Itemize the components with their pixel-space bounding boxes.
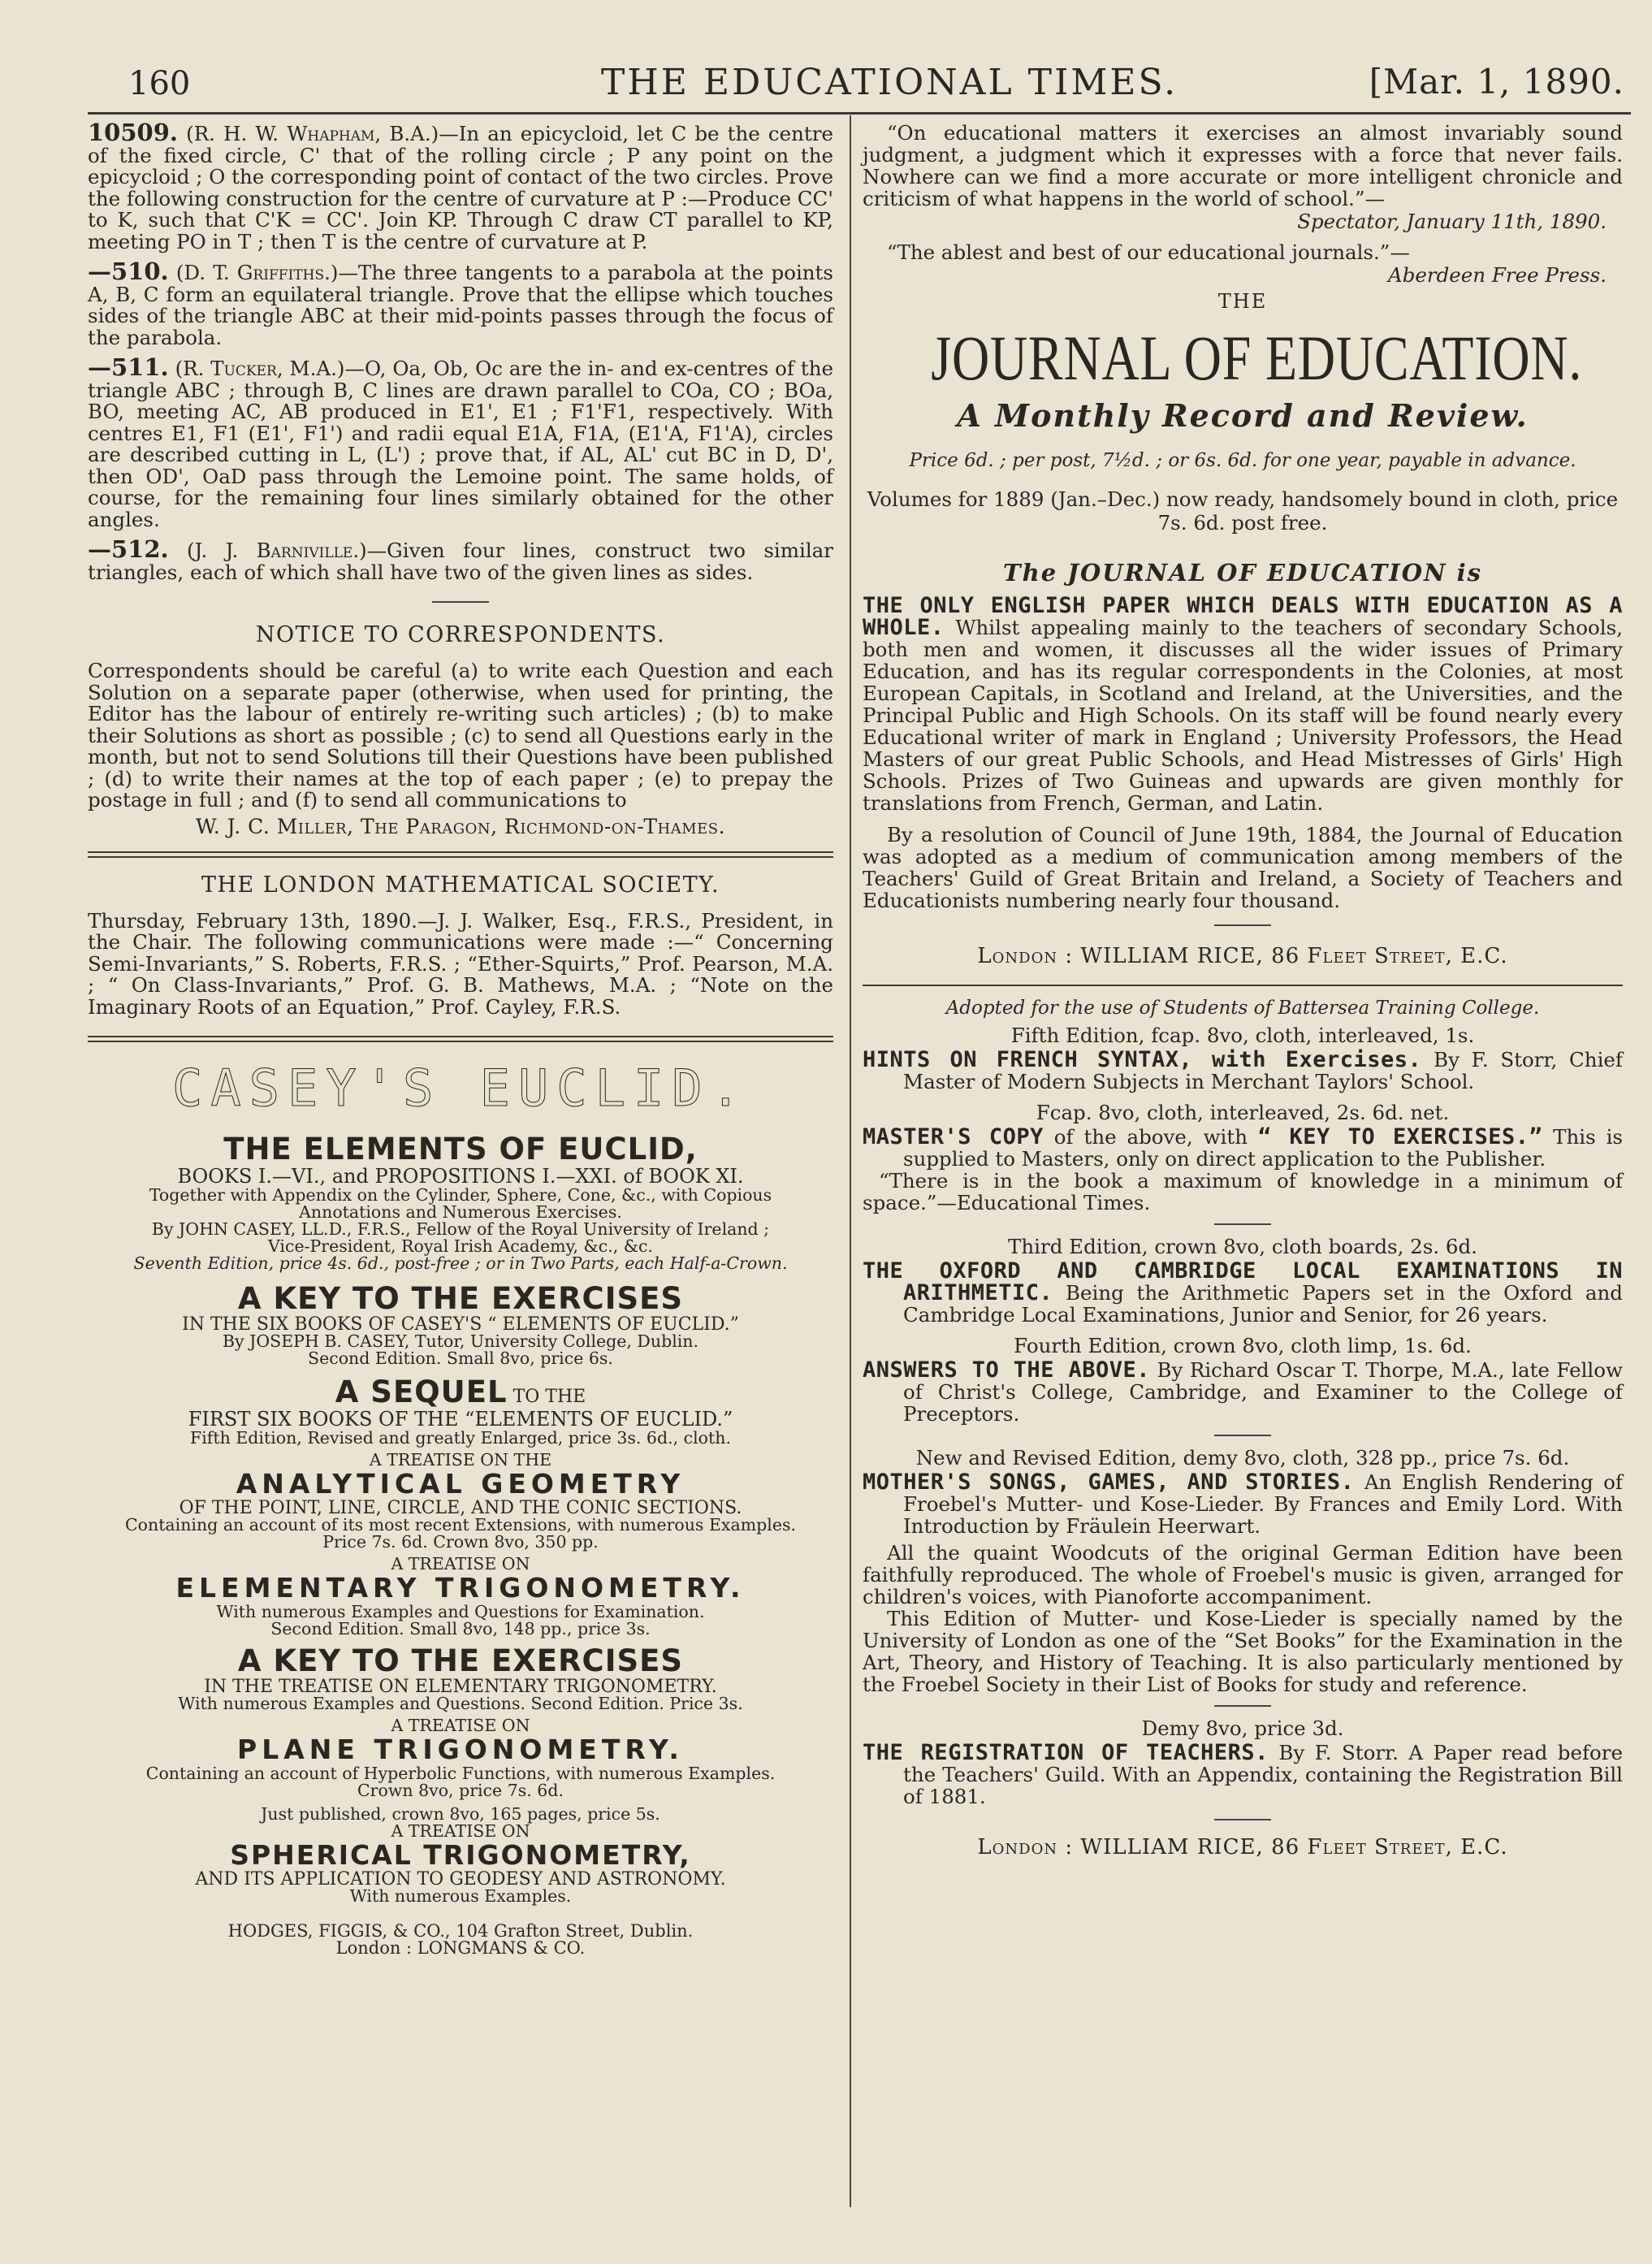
sph-line: With numerous Examples. (349, 1886, 572, 1906)
key2-heading: A KEY TO THE EXERCISES (237, 1643, 684, 1678)
short-divider (432, 601, 489, 603)
analytic-heading: ANALYTICAL GEOMETRY (236, 1468, 685, 1500)
sequel-heading: A SEQUEL TO THE (335, 1374, 586, 1409)
double-rule (88, 1036, 833, 1042)
plane-pre: A TREATISE ON (391, 1716, 530, 1735)
key1-line: IN THE SIX BOOKS OF CASEY'S “ ELEMENTS OF EUCLID.” (182, 1314, 739, 1335)
master-ad: MASTER'S COPY of the above, with “ KEY TO EXERCISES.” This is supplied to Masters, only on direct application to the Publisher. (863, 1124, 1624, 1171)
double-rule (88, 851, 833, 858)
header-rule (88, 112, 1631, 115)
sequel-line: FIRST SIX BOOKS OF THE “ELEMENTS OF EUCLID.” (188, 1408, 733, 1431)
elements-line: Annotations and Numerous Exercises. (299, 1202, 622, 1222)
elem-trig-pre: A TREATISE ON (391, 1554, 530, 1574)
answers-ad: ANSWERS TO THE ABOVE. By Richard Oscar T. Thorpe, M.A., late Fellow of Christ's College, Cambridge, and Examiner to the College of Preceptors. (863, 1357, 1623, 1426)
hints-ad: HINTS ON FRENCH SYNTAX, with Exercises. By F. Storr, Chief Master of Modern Subjects in Merchant Taylors' School. (863, 1047, 1623, 1093)
short-divider (1214, 1705, 1271, 1707)
mothers-set-books: This Edition of Mutter- und Kose-Lieder is specially named by the University of London as one of the “Set Books” for the Examination in the Art, Theory, and History of Teaching. It is also particularly mentioned by the Froebel Society in their List of Books for study and reference. (863, 1607, 1623, 1696)
short-divider (1214, 924, 1271, 926)
key2-line: IN THE TREATISE ON ELEMENTARY TRIGONOMETRY. (204, 1677, 717, 1697)
left-column (88, 119, 833, 1958)
issue-date: [Mar. 1, 1890. (1369, 62, 1624, 102)
section-rule (863, 985, 1623, 986)
spectator-source: Spectator, January 11th, 1890. (1297, 210, 1607, 233)
mothers-edition: New and Revised Edition, demy 8vo, cloth, 328 pp., price 7s. 6d. (915, 1446, 1570, 1470)
society-heading: THE LONDON MATHEMATICAL SOCIETY. (201, 872, 720, 898)
master-edition: Fcap. 8vo, cloth, interleaved, 2s. 6d. net. (1036, 1101, 1450, 1124)
publisher-dublin: HODGES, FIGGIS, & CO., 104 Grafton Street, Dublin. (227, 1921, 694, 1941)
page-header (122, 58, 1624, 107)
the-label: THE (1217, 290, 1268, 313)
publisher-rice: London : WILLIAM RICE, 86 Fleet Street, E.C. (977, 944, 1508, 968)
question-512: —512. (J. J. Barniville.)—Given four lines, construct two similar triangles, each of which shall have two of the given lines as sides. (88, 535, 833, 584)
key1-line: By JOSEPH B. CASEY, Tutor, University College, Dublin. (222, 1331, 699, 1351)
registration-edition: Demy 8vo, price 3d. (1141, 1716, 1344, 1740)
sequel-line: Fifth Edition, Revised and greatly Enlarged, price 3s. 6d., cloth. (190, 1428, 731, 1448)
analytic-line: OF THE POINT, LINE, CIRCLE, AND THE CONIC SECTIONS. (179, 1498, 742, 1518)
elements-line: Together with Appendix on the Cylinder, Sphere, Cone, &c., with Copious (149, 1185, 772, 1205)
aberdeen-quote: “The ablest and best of our educational journals.”— (887, 240, 1410, 264)
notice-heading: NOTICE TO CORRESPONDENTS. (255, 622, 666, 647)
hints-edition: Fifth Edition, fcap. 8vo, cloth, interleaved, 1s. (1010, 1024, 1475, 1047)
society-text: Thursday, February 13th, 1890.—J. J. Walker, Esq., F.R.S., President, in the Chair. The following communications were made :—“ Concerning Semi-Invariants,” S. Roberts, F.R.S. ; “Ether-Squirts,” Prof. Pearson, M.A. ; “ On Class-Invariants,” Prof. G. B. Mathews, M.A. ; “Note on the Imaginary Roots of an Equation,” Prof. Cayley, F.R.S. (88, 908, 833, 1019)
master-quote: “There is in the book a maximum of knowledge in a minimum of space.”—Educational Times. (863, 1169, 1623, 1214)
elem-trig-heading: ELEMENTARY TRIGONOMETRY. (175, 1572, 746, 1604)
sph-pre: A TREATISE ON (391, 1821, 530, 1841)
casey-advertisement (88, 1058, 833, 1957)
elements-heading: THE ELEMENTS OF EUCLID, (223, 1132, 698, 1167)
sph-pre: Just published, crown 8vo, 165 pages, price 5s. (261, 1804, 660, 1824)
journal-subtitle: A Monthly Record and Review. (957, 397, 1529, 434)
journal-description: THE ONLY ENGLISH PAPER WHICH DEALS WITH EDUCATION AS A WHOLE. Whilst appealing mainly to the teachers of secondary Schools, both men and women, it discusses all the wider issues of Primary Education, and has its regular correspondents in the Colonies, at most European Capitals, in Scotland and Ireland, at the Universities, and the Principal Public and High Schools. On its staff will be found nearly every Educational writer of mark in England ; University Professors, the Head Masters of our great Public Schools, and Head Mistresses of Girls' High Schools. Prizes of Two Guineas and upwards are given monthly for translations from French, German, and Latin. (863, 593, 1623, 815)
sph-heading: SPHERICAL TRIGONOMETRY, (230, 1839, 691, 1871)
oxford-edition: Third Edition, crown 8vo, cloth boards, 2s. 6d. (1008, 1235, 1477, 1258)
journal-resolution: By a resolution of Council of June 19th, 1884, the Journal of Education was adopted as a medium of communication among members of the Teachers' Guild of Great Britain and Ireland, a Society of Teachers and Educationists numbering nearly four thousand. (863, 823, 1623, 912)
publisher-london: London : LONGMANS & CO. (335, 1938, 586, 1958)
key2-line: With numerous Examples and Questions. Second Edition. Price 3s. (178, 1694, 743, 1713)
elements-line: Seventh Edition, price 4s. 6d., post-free ; or in Two Parts, each Half-a-Crown. (133, 1253, 788, 1273)
plane-line: Crown 8vo, price 7s. 6d. (357, 1781, 564, 1800)
casey-title: CASEY'S EUCLID. (172, 1058, 749, 1118)
short-divider (1214, 1819, 1271, 1820)
page-number: 160 (128, 65, 191, 102)
question-510: —510. (D. T. Griffiths.)—The three tangents to a parabola at the points A, B, C form an equilateral triangle. Prove that the ellipse which touches sides of the triangle ABC at their mid-points passes through the focus of the parabola. (88, 258, 833, 349)
elements-line: By JOHN CASEY, LL.D., F.R.S., Fellow of the Royal University of Ireland ; (151, 1219, 770, 1239)
aberdeen-source: Aberdeen Free Press. (1388, 263, 1607, 287)
journal-is-heading: The JOURNAL OF EDUCATION is (1003, 559, 1482, 587)
analytic-line: Price 7s. 6d. Crown 8vo, 350 pp. (322, 1532, 599, 1552)
answers-edition: Fourth Edition, crown 8vo, cloth limp, 1s. 6d. (1014, 1334, 1472, 1357)
journal-volumes: Volumes for 1889 (Jan.–Dec.) now ready, handsomely bound in cloth, price 7s. 6d. post free. (867, 487, 1619, 535)
publisher-rice-2: London : WILLIAM RICE, 86 Fleet Street, E.C. (977, 1835, 1508, 1859)
elem-trig-line: Second Edition. Small 8vo, 148 pp., price 3s. (270, 1619, 651, 1638)
key1-heading: A KEY TO THE EXERCISES (237, 1281, 684, 1316)
spectator-quote: “On educational matters it exercises an almost invariably sound judgment, a judgment which it expresses with a force that never fails. Nowhere can we find a more accurate or more intelligent chronicle and criticism of what happens in the world of school.”— (863, 121, 1623, 210)
masthead-title: THE EDUCATIONAL TIMES. (601, 62, 1178, 103)
question-511: —511. (R. Tucker, M.A.)—O, Oa, Ob, Oc are the in- and ex-centres of the triangle ABC ; through B, C lines are drawn parallel to COa, CO ; BOa, BO, meeting AC, AB produced in E1', E1 ; F1'F1, respectively. With centres E1, F1 (E1', F1') and radii equal E1A, F1A, (E1'A, F1'A), circles are described cutting in L, (L') ; prove that, if AL, AL' cut BC in D, D', then OD', OaD pass through the Lemoine point. The same holds, of course, for the remaining four lines similarly obtained for the other angles. (88, 353, 833, 531)
question-10509: 10509. (R. H. W. Whapham, B.A.)—In an epicycloid, let C be the centre of the fixed circle, C' that of the rolling circle ; P any point on the epicycloid ; O the corresponding point of contact of the two circles. Prove the following construction for the centre of curvature at P :—Produce CC' to K, such that C'K = CC'. Join KP. Through C draw CT parallel to KP, meeting PO in T ; then T is the centre of curvature at P. (88, 119, 833, 253)
plane-line: Containing an account of Hyperbolic Functions, with numerous Examples. (145, 1764, 776, 1783)
right-column (863, 122, 1623, 1859)
notice-address: W. J. C. Miller, The Paragon, Richmond-on-Thames. (195, 814, 726, 838)
sph-line: AND ITS APPLICATION TO GEODESY AND ASTRONOMY. (195, 1869, 726, 1890)
plane-heading: PLANE TRIGONOMETRY. (237, 1734, 684, 1765)
short-divider (1214, 1223, 1271, 1225)
journal-title: JOURNAL OF EDUCATION. (931, 323, 1583, 393)
analytic-pre: A TREATISE ON THE (369, 1450, 552, 1470)
short-divider (1214, 1435, 1271, 1436)
column-divider (850, 115, 851, 2207)
oxford-ad: THE OXFORD AND CAMBRIDGE LOCAL EXAMINATIONS IN ARITHMETIC. Being the Arithmetic Papers set in the Oxford and Cambridge Local Examinations, Junior and Senior, for 26 years. (863, 1258, 1623, 1327)
elements-books: BOOKS I.—VI., and PROPOSITIONS I.—XXI. of BOOK XI. (177, 1165, 744, 1188)
registration-ad: THE REGISTRATION OF TEACHERS. By F. Storr. A Paper read before the Teachers' Guild. With an Appendix, containing the Registration Bill of 1881. (863, 1740, 1623, 1808)
notice-text: Correspondents should be careful (a) to write each Question and each Solution on a separate paper (otherwise, when used for printing, the Editor has the labour of entirely re-writing such articles) ; (b) to make their Solutions as short as possible ; (c) to send all Questions early in the month, but not to send Solutions till their Questions have been published ; (d) to write their names at the top of each paper ; (e) to prepay the postage in full ; and (f) to send all communications to (88, 659, 833, 812)
adopted-note: Adopted for the use of Students of Battersea Training College. (945, 998, 1540, 1019)
journal-price: Price 6d. ; per post, 7½d. ; or 6s. 6d. for one year, payable in advance. (909, 450, 1576, 471)
analytic-line: Containing an account of its most recent Extensions, with numerous Examples. (124, 1515, 797, 1535)
elem-trig-line: With numerous Examples and Questions for Examination. (216, 1602, 705, 1621)
key1-line: Second Edition. Small 8vo, price 6s. (308, 1348, 613, 1368)
mothers-ad: MOTHER'S SONGS, GAMES, AND STORIES. An English Rendering of Froebel's Mutter- und Kose-Lieder. By Frances and Emily Lord. With Introduction by Fräulein Heerwart. (863, 1470, 1623, 1538)
elements-line: Vice-President, Royal Irish Academy, &c., &c. (267, 1236, 654, 1256)
mothers-woodcuts: All the quaint Woodcuts of the original German Edition have been faithfully reproduced. The whole of Froebel's music is given, arranged for children's voices, with Pianoforte accompaniment. (863, 1541, 1623, 1608)
